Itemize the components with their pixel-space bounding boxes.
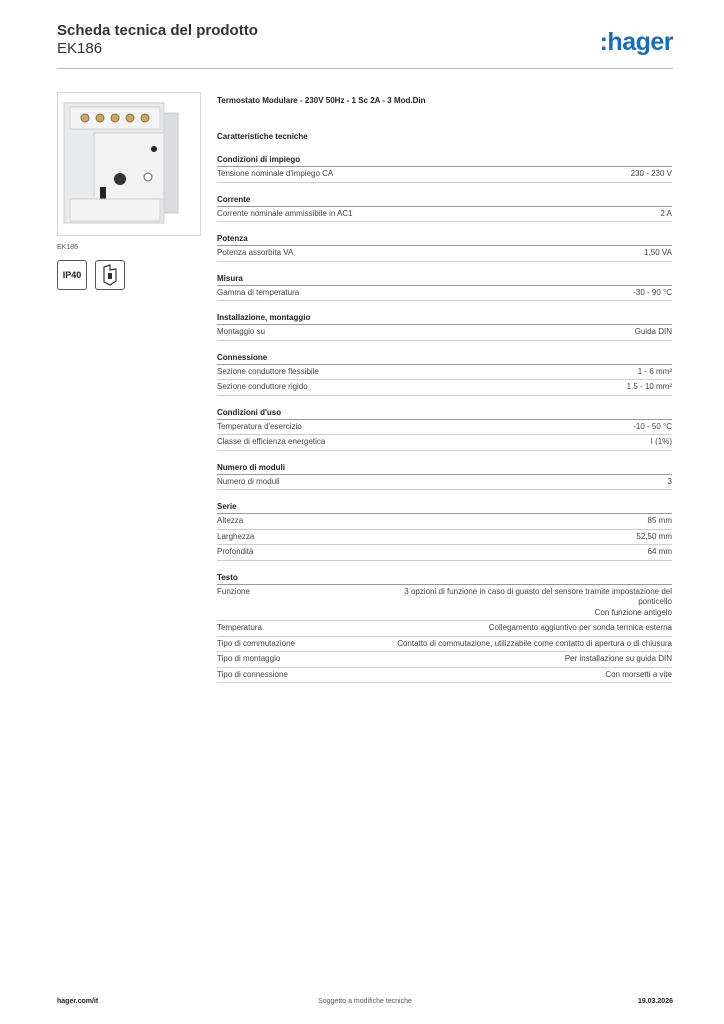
spec-row — [217, 652, 672, 668]
spec-row — [217, 545, 672, 561]
spec-section — [217, 313, 672, 341]
section-title: Testo — [217, 573, 672, 585]
spec-row — [217, 637, 672, 653]
spec-section — [217, 408, 672, 451]
spec-row — [217, 435, 672, 451]
product-image — [57, 92, 201, 236]
tech-heading: Caratteristiche tecniche — [217, 132, 308, 141]
spec-value: Collegamento aggiuntivo per sonda termica esterna — [488, 623, 672, 632]
section-title: Condizioni di impiego — [217, 155, 672, 167]
spec-row — [217, 530, 672, 546]
section-title: Misura — [217, 274, 672, 286]
spec-row — [217, 365, 672, 381]
section-title: Installazione, montaggio — [217, 313, 672, 325]
footer-website[interactable]: hager.com/it — [57, 998, 99, 1005]
spec-value: Contatto di commutazione, utilizzabile come contatto di apertura o di chiusura — [397, 638, 672, 648]
spec-value: 3 — [667, 476, 672, 486]
spec-key: Tipo di connessione — [217, 669, 288, 679]
installation-icon — [95, 260, 125, 290]
spec-value: 3 opzioni di funzione in caso di guasto del sensore tramite impostazione del ponticello Con funzione antigelo — [404, 586, 672, 617]
spec-key: Classe di efficienza energetica — [217, 437, 326, 446]
spec-value: -10 - 50 °C — [633, 421, 672, 431]
spec-section — [217, 353, 672, 396]
page-title: Scheda tecnica del prodotto — [57, 22, 258, 39]
spec-section — [217, 195, 672, 223]
spec-value: -30 - 90 °C — [633, 287, 672, 297]
spec-key: Potenza assorbita VA — [217, 248, 294, 257]
spec-value: 85 mm — [647, 516, 672, 525]
spec-value: 64 mm — [647, 547, 672, 556]
spec-row — [217, 167, 672, 183]
image-caption: EK186 — [57, 244, 79, 251]
section-title: Condizioni d'uso — [217, 408, 672, 420]
spec-row — [217, 514, 672, 530]
spec-key: Tensione nominale d'impiego CA — [217, 169, 334, 178]
spec-value: Per installazione su guida DIN — [564, 654, 672, 663]
product-column — [57, 92, 201, 290]
ip-rating-badge: IP40 — [57, 260, 87, 290]
spec-row — [217, 668, 672, 684]
spec-key: Tipo di montaggio — [217, 654, 281, 663]
spec-value: 1.5 - 10 mm² — [626, 382, 672, 391]
spec-section — [217, 463, 672, 491]
spec-row — [217, 585, 672, 622]
spec-row — [217, 325, 672, 341]
spec-value: I (1%) — [650, 437, 672, 446]
product-code: EK186 — [57, 40, 103, 57]
spec-column — [217, 96, 672, 683]
section-title: Connessione — [217, 353, 672, 365]
product-description: Termostato Modulare - 230V 50Hz - 1 Sc 2A - 3 Mod.Din — [217, 96, 426, 105]
section-title: Serie — [217, 502, 672, 514]
spec-row — [217, 207, 672, 223]
footer-date: 19.03.2026 — [637, 998, 673, 1005]
spec-key: Numero di moduli — [217, 476, 280, 486]
spec-value: 1 - 6 mm² — [637, 366, 672, 376]
section-title: Numero di moduli — [217, 463, 672, 475]
thermostat-device-icon — [58, 93, 200, 235]
spec-key: Tipo di commutazione — [217, 638, 295, 648]
spec-row — [217, 621, 672, 637]
spec-section — [217, 502, 672, 561]
spec-key: Montaggio su — [217, 327, 266, 336]
spec-row — [217, 380, 672, 396]
spec-key: Larghezza — [217, 531, 255, 541]
spec-key: Sezione conduttore rigido — [217, 382, 308, 391]
spec-row — [217, 475, 672, 491]
spec-key: Temperatura — [217, 623, 262, 632]
spec-value: Con morsetti a vite — [605, 669, 672, 679]
page-header — [57, 22, 673, 68]
spec-key: Temperatura d'esercizio — [217, 421, 302, 431]
spec-value: 1,50 VA — [644, 248, 672, 257]
spec-section — [217, 155, 672, 183]
footer-disclaimer: Soggetto a modifiche tecniche — [318, 998, 412, 1005]
spec-value: 52,50 mm — [636, 531, 672, 541]
spec-key: Profondità — [217, 547, 254, 556]
spec-row — [217, 420, 672, 436]
section-title: Potenza — [217, 234, 672, 246]
spec-key: Sezione conduttore flessibile — [217, 366, 319, 376]
spec-key: Gamma di temperatura — [217, 287, 300, 297]
spec-row — [217, 286, 672, 302]
spec-value: 230 - 230 V — [630, 169, 672, 178]
spec-sections — [217, 155, 672, 683]
header-divider — [57, 68, 673, 69]
spec-key: Altezza — [217, 516, 244, 525]
spec-key: Funzione — [217, 586, 250, 596]
spec-section — [217, 274, 672, 302]
section-title: Corrente — [217, 195, 672, 207]
spec-row — [217, 246, 672, 262]
spec-value: 2 A — [660, 208, 672, 218]
spec-value: Guida DIN — [634, 327, 672, 336]
spec-section — [217, 573, 672, 684]
hager-logo: :hager — [599, 28, 673, 56]
badge-row — [57, 260, 201, 290]
spec-key: Corrente nominale ammissibile in AC1 — [217, 208, 353, 218]
spec-section — [217, 234, 672, 262]
